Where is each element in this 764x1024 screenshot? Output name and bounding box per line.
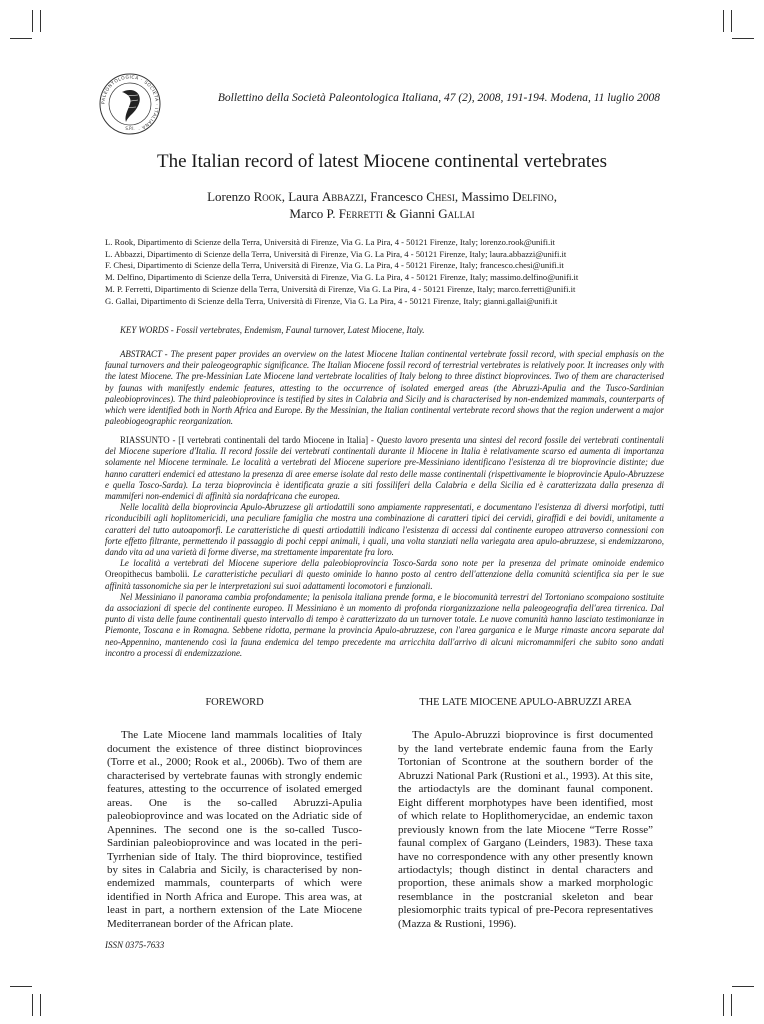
svg-text:PALEONTOLOGICA · SOCIETA · ITA: PALEONTOLOGICA · SOCIETA · ITALIANA · [101, 75, 159, 132]
author-last: Chesi [426, 189, 455, 204]
author-last: Abbazzi [321, 189, 364, 204]
crop-mark [40, 10, 41, 32]
crop-mark [732, 38, 754, 39]
section-heading: THE LATE MIOCENE APULO-ABRUZZI AREA [419, 697, 632, 708]
crop-mark [32, 994, 33, 1016]
author-last: Ferretti [338, 206, 384, 221]
affiliation-line: L. Rook, Dipartimento di Scienze della Terra, Università di Firenze, Via G. La Pira, 4 - 50121 Firenze, Italy; lorenzo.rook@unifi.it [105, 237, 555, 247]
keywords: KEY WORDS - Fossil vertebrates, Endemism, Faunal turnover, Latest Miocene, Italy. [120, 325, 425, 335]
section-heading: FOREWORD [205, 697, 264, 708]
riassunto-p3: Le località a vertebrati del Miocene superiore della paleobioprovincia Tosco-Sarda sono note per la presenza del primate ominoide endemico Oreopithecus bambolii. Le caratteristiche peculiari di questo ominide lo hanno posto al centro dell'attenzione della comunità scientifica sia per le sue affinità tassonomiche sia per le interpretazioni sui suoi adattamenti locomotori e funzionali. [105, 558, 664, 591]
crop-mark [32, 10, 33, 32]
crop-mark [731, 10, 732, 32]
affiliation-line: M. P. Ferretti, Dipartimento di Scienze della Terra, Università di Firenze, Via G. La Pira, 4 - 50121 Firenze, Italy; marco.ferretti@unifi.it [105, 283, 576, 294]
author-list [0, 188, 764, 222]
issn: ISSN 0375-7633 [105, 940, 165, 950]
author-line-1: Lorenzo Rook, Laura Abbazzi, Francesco Chesi, Massimo Delfino, [207, 189, 557, 204]
crop-mark [723, 994, 724, 1016]
author-last: Delfino [512, 189, 554, 204]
section-body: The Apulo-Abruzzi bioprovince is first documented by the land vertebrate endemic fauna from the Early Tortonian of Scontrone at the southern border of the Abruzzi National Park (Rustioni et al., 1993). At this site, the artiodactyls are the dominant faunal component. Eight different morphotypes have been identified, most of which relate to Hoplithomerycidae, an endemic taxon previously known from the late Miocene “Terre Rosse” faunal complex of Gargano (Leinders, 1983). These taxa have no correspondence with any other presently known artiodactyls; though distinct in dental characters and proportion, these animals show a marked morphologic resemblance in the postcranial skeleton and bear plesiomorphic traits typical of pre-Pecora representatives (Mazza & Rustioni, 1996). [398, 729, 653, 930]
svg-text:S.P.I.: S.P.I. [125, 126, 135, 131]
journal-citation: Bollettino della Società Paleontologica Italiana, 47 (2), 2008, 191-194. Modena, 11 luglio 2008 [217, 92, 660, 104]
crop-mark [10, 986, 32, 987]
author-first: Laura [288, 189, 319, 204]
author-first: Massimo [461, 189, 510, 204]
foreword-section [107, 696, 362, 931]
section-body: The Late Miocene land mammals localities of Italy document the existence of three distinct bioprovinces (Torre et al., 2000; Rook et al., 2006b). Two of them are characterised by vertebrate faunas with strongly endemic features, attesting to the occurrence of isolated emerged areas. One is the so-called Abruzzi-Apulia paleobioprovince and was located on the Adriatic side of Apennines. The second one is the so-called Tusco-Sardinian paleobioprovince and was located in the peri-Tyrrhenian side of Italy. The third bioprovince, testified by sites in Calabria and Sicily, is characterised by non-endemized mammals, counterparts of which were identified in North Africa and Europe. This area was, at least in part, a northern extension of the Late Miocene Mediterranean border of the African plate. [107, 729, 362, 930]
affiliations [105, 237, 664, 307]
author-first: Lorenzo [207, 189, 251, 204]
crop-mark [10, 38, 32, 39]
author-last: Gallai [438, 206, 475, 221]
affiliation-line: F. Chesi, Dipartimento di Scienze della Terra, Università di Firenze, Via G. La Pira, 4 - 50121 Firenze, Italy; francesco.chesi@unifi.it [105, 260, 564, 271]
riassunto [105, 435, 664, 659]
author-last: Rook [253, 189, 282, 204]
affiliation-line: L. Abbazzi, Dipartimento di Scienze della Terra, Università di Firenze, Via G. La Pira, 4 - 50121 Firenze, Italy; laura.abbazzi@unifi.it [105, 248, 567, 259]
article-title: The Italian record of latest Miocene continental vertebrates [157, 151, 607, 172]
riassunto-p1: Questo lavoro presenta una sintesi del record fossile dei vertebrati continentali del Miocene superiore d'Italia. Il record fossile dei vertebrati continentali durante il Miocene in Italia è relativamente scarso ed aumenta di importanza solamente nel Miocene terminale. Le località a vertebrati del Miocene superiore pre-Messiniano identificano l'esistenza di tre bioprovincie distinte; due hanno caratteri endemici ed attestano la presenza di aree emerse isolate dal resto delle masse continentali (rispettivamente le bioprovincie Apulo-Abruzzese e quella Tosco-Sarda). La terza bioprovincia è identificata grazie a siti fossiliferi della Calabria e della Sicilia ed è caratterizzata dalla presenza di mammiferi non-endemici di affinità sia nordafricana che europea. [105, 435, 664, 502]
author-first: Gianni [399, 206, 436, 221]
crop-mark [723, 10, 724, 32]
riassunto-p4: Nel Messiniano il panorama cambia profondamente; la penisola italiana prende forma, e le biocomunità terrestri del Tortoniano scompaiono sostituite da associazioni di specie del continente europeo. Il Messiniano è un momento di profonda riorganizzazione nella paleogeografia dell'area tirrenica. Dal punto di vista delle faune continentali questo intervallo di tempo è caratterizzato da un turnover totale. Le nuove comunità hanno lasciato testimonianze in Piemonte, Toscana e in Romagna. Sebbene ridotta, permane la provincia Apulo-abruzzese, con l'area garganica e le Murge rimaste ancora separate dal neo-Appennino, mantenendo così la fauna endemica del tempo precedente ma arricchita dall'arrivo di alcuni micromammiferi che subito sono andati incontro a processi di endemizzazione. [105, 591, 664, 658]
author-first: Francesco [370, 189, 423, 204]
author-line-2: Marco P. Ferretti & Gianni Gallai [289, 206, 475, 221]
crop-mark [731, 994, 732, 1016]
affiliation-line: M. Delfino, Dipartimento di Scienze della Terra, Università di Firenze, Via G. La Pira, 4 - 50121 Firenze, Italy; massimo.delfino@unifi.it [105, 272, 579, 283]
affiliation-line: G. Gallai, Dipartimento di Scienze della Terra, Università di Firenze, Via G. La Pira, 4 - 50121 Firenze, Italy; gianni.gallai@unifi.it [105, 295, 558, 306]
crop-mark [40, 994, 41, 1016]
taxon-name: Oreopithecus bambolii [105, 569, 188, 580]
riassunto-lead: RIASSUNTO - [I vertebrati continentali del tardo Miocene in Italia] - [120, 435, 377, 445]
author-first: Marco P. [289, 206, 336, 221]
society-logo [98, 72, 162, 136]
abstract: ABSTRACT - The present paper provides an overview on the latest Miocene Italian continental vertebrate fossil record, with special emphasis on the faunal turnovers and their paleogeographic significance. The Italian Miocene fossil record of terrestrial vertebrates is relatively poor. It increases only with the latest Miocene. The pre-Messinian Late Miocene land vertebrate localities of Italy belong to three distinct bioprovinces. Two of them are characterised by faunas with manifestly endemic features, attesting to the occurrence of isolated emerged areas (the Abruzzi-Apulia and the Tusco-Sardinian paleobioprovinces). The third paleobioprovince is testified by sites in Calabria and Sicily and is characterised by non-endemized mammals, counterparts of which were identified both in North Africa and Europe. By the Messinian, the Italian continental vertebrate record shows that the region underwent a major paleobiogeographic reorganization. [105, 349, 664, 427]
crop-mark [732, 986, 754, 987]
apulo-abruzzi-section [398, 696, 653, 931]
riassunto-p2: Nelle località della bioprovincia Apulo-Abruzzese gli artiodattili sono ampiamente rappresentati, e documentano l'esistenza di diversi morfotipi, tutti riconducibili agli hoplitomericidi, una peculiare famiglia che mostra una combinazione di caratteri tipici dei cervidi, giraffidi e dei bovidi, unitamente a caratteri del tutto autoapomorfi. Le caratteristiche di questi artiodattili indicano l'esistenza di accessi dal continente europeo attraverso connessioni con forte effetto filtrante, permettendo il passaggio di pochi ceppi animali, i quali, una volta stanziati nella variegata area apulo-abruzzese, si endemizzarono, dando vita ad una varietà di forme diverse, ma strettamente imparentate fra loro. [105, 502, 664, 558]
